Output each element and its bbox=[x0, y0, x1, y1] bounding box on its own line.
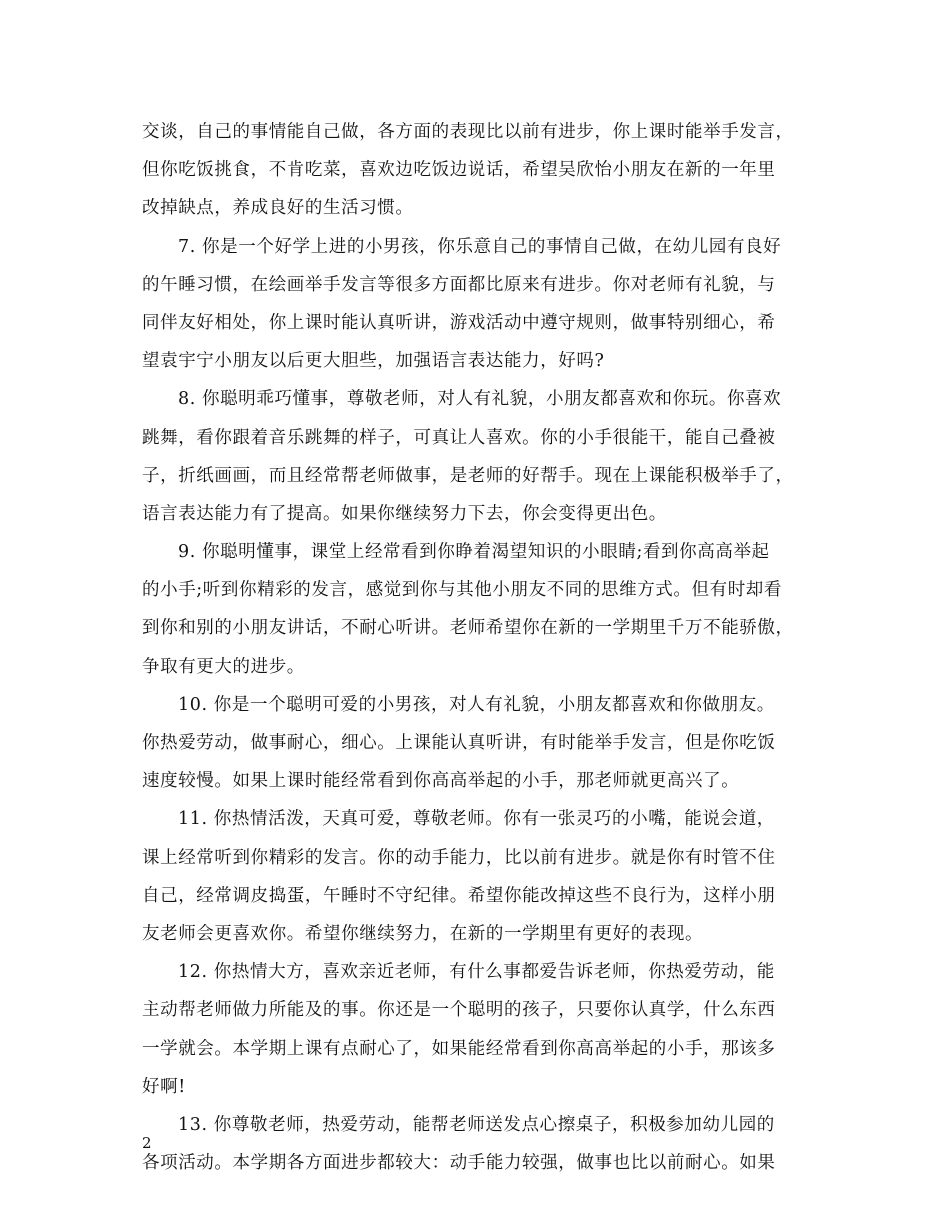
text-line: 的午睡习惯，在绘画举手发言等很多方面都比原来有进步。你对老师有礼貌，与 bbox=[142, 274, 776, 295]
text-line: 争取有更大的进步。 bbox=[142, 656, 305, 677]
text-line: 你热爱劳动，做事耐心，细心。上课能认真听讲，有时能举手发言，但是你吃饭 bbox=[142, 733, 776, 753]
text-line: 语言表达能力有了提高。如果你继续努力下去，你会变得更出色。 bbox=[142, 503, 667, 524]
page-number: 2 bbox=[142, 1134, 152, 1152]
paragraph-start-8: 8. 你聪明乖巧懂事，尊敬老师，对人有礼貌，小朋友都喜欢和你玩。你喜欢 bbox=[178, 389, 782, 410]
text-line: 主动帮老师做力所能及的事。你还是一个聪明的孩子，只要你认真学，什么东西 bbox=[142, 1000, 776, 1021]
paragraph-start-11: 11. 你热情活泼，天真可爱，尊敬老师。你有一张灵巧的小嘴，能说会道， bbox=[178, 809, 775, 830]
text-line: 到你和别的小朋友讲话，不耐心听讲。老师希望你在新的一学期里千万不能骄傲， bbox=[142, 618, 794, 639]
text-line: 改掉缺点，养成良好的生活习惯。 bbox=[142, 198, 414, 219]
text-line: 同伴友好相处，你上课时能认真听讲，游戏活动中遵守规则，做事特别细心，希 bbox=[142, 312, 776, 333]
text-line: 交谈，自己的事情能自己做，各方面的表现比以前有进步，你上课时能举手发言， bbox=[142, 122, 794, 142]
text-line: 速度较慢。如果上课时能经常看到你高高举起的小手，那老师就更高兴了。 bbox=[142, 771, 740, 792]
document-body bbox=[142, 113, 822, 1182]
paragraph-start-9: 9. 你聪明懂事，课堂上经常看到你睁着渴望知识的小眼睛;看到你高高举起 bbox=[178, 542, 770, 563]
text-line: 一学就会。本学期上课有点耐心了，如果能经常看到你高高举起的小手，那该多 bbox=[142, 1038, 776, 1059]
paragraph-start-12: 12. 你热情大方，喜欢亲近老师，有什么事都爱告诉老师，你热爱劳动，能 bbox=[178, 962, 775, 983]
text-line: 自己，经常调皮捣蛋，午睡时不守纪律。希望你能改掉这些不良行为，这样小朋 bbox=[142, 885, 776, 906]
text-line: 课上经常听到你精彩的发言。你的动手能力，比以前有进步。就是你有时管不住 bbox=[142, 847, 776, 868]
paragraph-start-7: 7. 你是一个好学上进的小男孩，你乐意自己的事情自己做，在幼儿园有良好 bbox=[178, 236, 782, 257]
text-line: 友老师会更喜欢你。希望你继续努力，在新的一学期里有更好的表现。 bbox=[142, 923, 704, 944]
text-line: 各项活动。本学期各方面进步都较大：动手能力较强，做事也比以前耐心。如果 bbox=[142, 1153, 776, 1174]
text-line: 望袁宇宁小朋友以后更大胆些，加强语言表达能力，好吗? bbox=[142, 351, 605, 372]
text-line: 的小手;听到你精彩的发言，感觉到你与其他小朋友不同的思维方式。但有时却看 bbox=[142, 580, 782, 601]
paragraph-start-10: 10. 你是一个聪明可爱的小男孩，对人有礼貌，小朋友都喜欢和你做朋友。 bbox=[178, 694, 775, 715]
text-line: 跳舞，看你跟着音乐跳舞的样子，可真让人喜欢。你的小手很能干，能自己叠被 bbox=[142, 427, 776, 448]
text-line: 但你吃饭挑食，不肯吃菜，喜欢边吃饭边说话，希望吴欣怡小朋友在新的一年里 bbox=[142, 160, 776, 181]
paragraph-start-13: 13. 你尊敬老师，热爱劳动，能帮老师送发点心擦桌子，积极参加幼儿园的 bbox=[178, 1114, 775, 1135]
text-line: 好啊! bbox=[142, 1076, 186, 1097]
text-line: 子，折纸画画，而且经常帮老师做事，是老师的好帮手。现在上课能积极举手了， bbox=[142, 465, 794, 486]
